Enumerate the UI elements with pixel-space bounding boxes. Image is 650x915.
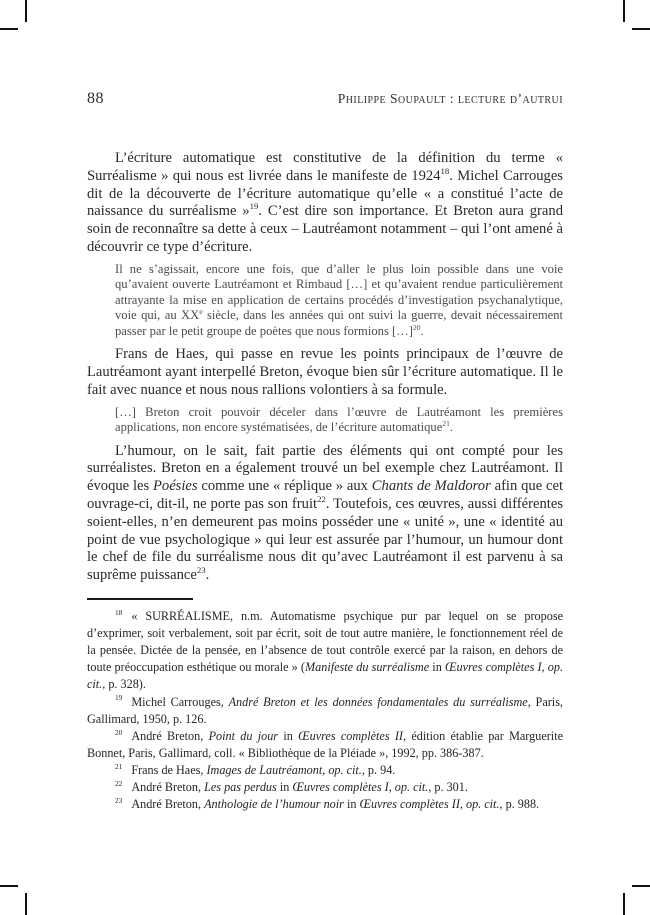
footnote-18: $^{18}$ « SURRÉALISME, n.m. Automatisme psychique pur par lequel on se propose d’exprimer, soit verbalement, soit par écrit, soit de tout autre manière, le fonctionnement réel de la pensée. Dictée de la pensée, en l’absence de tout contrôle exercé par la raison, en dehors de toute préoccupation esthétique ou morale » (Manifeste du surréalisme in Œuvres complètes I, op. cit., p. 328). <box>87 607 563 692</box>
superscript-reference: 20 <box>412 322 421 332</box>
footnote-separator-rule <box>87 598 193 600</box>
footnote-22: $^{22}$ André Breton, Les pas perdus in Œuvres complètes I, op. cit., p. 301. <box>115 778 468 794</box>
crop-mark-bottom-right-vertical <box>623 893 625 915</box>
crop-mark-bottom-left-horizontal <box>0 885 18 887</box>
footnote-number: 23 <box>115 796 123 806</box>
body-paragraph: L’écriture automatique est constitutive de la définition du terme « Surréalisme » qui nous est livrée dans le manifeste de 1924$^{18}$. Michel Carrouges dit de la découverte de l’écriture automatique qu’elle « a constitué l’acte de naissance du surréalisme »$^{19}$. C’est dire son importance. Et Breton aura grand soin de reconnaître sa dette à ceux – Lautréamont notamment – qui l’ont amené à découvrir ce type d’écriture. <box>87 150 563 255</box>
italic-title: Anthologie de l’humour noir <box>204 797 344 812</box>
block-quote: Il ne s’agissait, encore une fois, que d’aller le plus loin possible dans une voie qu’avaient ouverte Lautréamont et Rimbaud […] et qu’avaient rendue particulièrement attrayante la mise en application de certains procédés d’investigation psychanalytique, voie qui, au XXe siècle, dans les années qui ont suivi la guerre, devait nécessairement passer par le petit groupe de poètes que nous formions […]$^{20}$. <box>115 261 563 338</box>
superscript-reference: 18 <box>440 165 450 176</box>
superscript-reference: 23 <box>196 565 206 576</box>
crop-mark-top-left-vertical <box>25 0 27 22</box>
italic-title: Images de Lautréamont, op. cit. <box>206 762 362 777</box>
text-column <box>87 150 563 813</box>
italic-title: Œuvres complètes I, op. cit. <box>87 660 563 692</box>
running-header <box>87 90 563 108</box>
italic-title: Chants de Maldoror <box>371 478 491 495</box>
superscript-reference: 22 <box>317 494 326 505</box>
block-quote: […] Breton croit pouvoir déceler dans l’œuvre de Lautréamont les premières applications, non encore systématisées, de l’écriture automatique$^{21}$. <box>115 404 563 435</box>
crop-mark-bottom-right-horizontal <box>632 885 650 887</box>
italic-title: Œuvres complètes II, op. cit. <box>359 797 500 812</box>
italic-title: Les pas perdus <box>204 779 277 794</box>
italic-title: Point du jour <box>208 728 279 743</box>
superscript-reference: 21 <box>442 418 450 428</box>
superscript-reference: e <box>199 307 203 317</box>
footnote-number: 18 <box>115 607 123 617</box>
italic-title: Poésies <box>152 478 198 495</box>
italic-title: Manifeste du surréalisme <box>305 660 430 675</box>
body-paragraph: Frans de Haes, qui passe en revue les points principaux de l’œuvre de Lautréamont ayant interpellé Breton, évoque bien sûr l’écriture automatique. Il le fait avec nuance et nous nous rallions volontiers à sa formule. <box>87 346 563 398</box>
footnote-21: $^{21}$ Frans de Haes, Images de Lautréamont, op. cit., p. 94. <box>115 761 396 777</box>
crop-mark-bottom-left-vertical <box>25 893 27 915</box>
footnote-19: $^{19}$ Michel Carrouges, André Breton et les données fondamentales du surréalisme, Paris, Gallimard, 1950, p. 126. <box>87 693 563 726</box>
italic-title: Œuvres complètes I, op. cit. <box>292 779 429 794</box>
footnote-number: 19 <box>115 693 123 703</box>
italic-title: André Breton et les données fondamentales du surréalisme <box>228 694 528 709</box>
crop-mark-top-right-horizontal <box>632 28 650 30</box>
footnote-20: $^{20}$ André Breton, Point du jour in Œuvres complètes II, édition établie par Marguerite Bonnet, Paris, Gallimard, coll. « Bibliothèque de la Pléiade », 1992, pp. 386-387. <box>87 727 563 760</box>
footnote-23: $^{23}$ André Breton, Anthologie de l’humour noir in Œuvres complètes II, op. cit., p. 988. <box>115 796 540 812</box>
footnotes <box>87 608 563 813</box>
crop-mark-top-right-vertical <box>623 0 625 22</box>
page-number: 88 <box>87 90 104 107</box>
body-text <box>87 150 563 585</box>
footnote-number: 21 <box>115 761 123 771</box>
running-title: Philippe Soupault : lecture d’autrui <box>337 91 563 106</box>
crop-mark-top-left-horizontal <box>0 28 18 30</box>
footnote-number: 22 <box>115 778 123 788</box>
italic-title: Œuvres complètes II <box>298 728 403 743</box>
body-paragraph: L’humour, on le sait, fait partie des éléments qui ont compté pour les surréalistes. Breton en a également trouvé un bel exemple chez Lautréamont. Il évoque les Poésies comme une « réplique » aux Chants de Maldoror afin que cet ouvrage-ci, dit-il, ne porte pas son fruit$^{22}$. Toutefois, ces œuvres, aussi différentes soient-elles, n’en demeurent pas moins posséder une « unité », une « identité au point de vue psychologique » qui leur est assurée par l’humour, un humour dont le chef de file du surréalisme nous dit qu’avec Lautréamont il est parvenu à sa suprême puissance$^{23}$. <box>87 442 563 584</box>
footnote-number: 20 <box>115 727 123 737</box>
superscript-reference: 19 <box>249 201 259 212</box>
